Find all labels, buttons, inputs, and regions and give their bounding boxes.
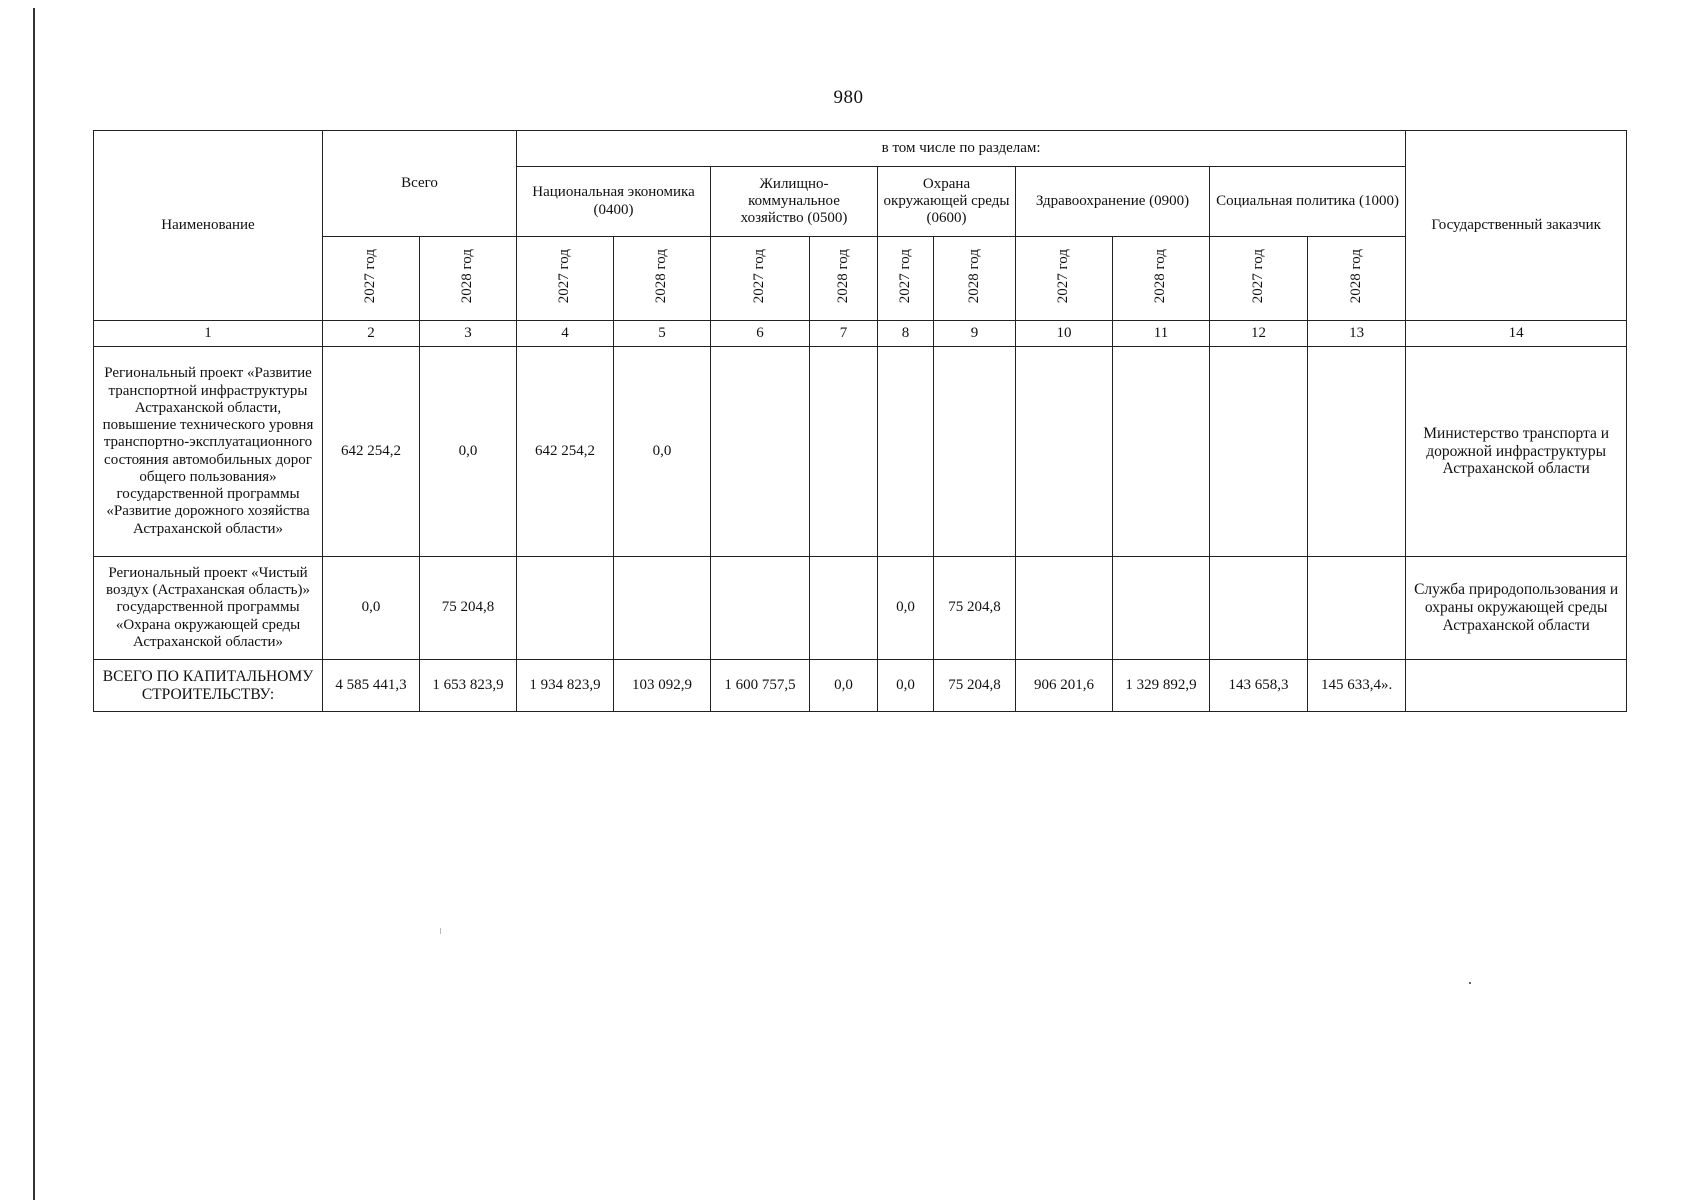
year-label: 2028 год xyxy=(965,248,982,303)
column-number: 10 xyxy=(1016,321,1113,347)
year-label: 2027 год xyxy=(1249,248,1266,303)
value-cell: 75 204,8 xyxy=(934,557,1016,660)
header-year xyxy=(614,237,711,321)
column-number: 8 xyxy=(878,321,934,347)
header-year xyxy=(1113,237,1210,321)
value-cell: 103 092,9 xyxy=(614,660,711,712)
year-label: 2027 год xyxy=(362,248,379,303)
capital-construction-table xyxy=(93,130,1627,712)
value-cell xyxy=(711,347,810,557)
value-cell: 642 254,2 xyxy=(323,347,420,557)
year-label: 2027 год xyxy=(751,248,768,303)
header-section-environment: Охрана окружающей среды (0600) xyxy=(878,167,1016,237)
header-sections: в том числе по разделам: xyxy=(517,131,1406,167)
value-cell xyxy=(1210,557,1308,660)
value-cell: 906 201,6 xyxy=(1016,660,1113,712)
row-name: Региональный проект «Развитие транспортной инфраструктуры Астраханской области, повышение технического уровня транспортно-эксплуатационного состояния автомобильных дорог общего пользования» государственной программы «Развитие дорожного хозяйства Астраханской области» xyxy=(94,347,323,557)
year-label: 2028 год xyxy=(834,248,851,303)
value-cell xyxy=(1308,557,1406,660)
header-year xyxy=(1210,237,1308,321)
table-row xyxy=(94,347,1627,557)
value-cell: 1 600 757,5 xyxy=(711,660,810,712)
value-cell: 75 204,8 xyxy=(934,660,1016,712)
column-number: 9 xyxy=(934,321,1016,347)
header-section-health: Здравоохранение (0900) xyxy=(1016,167,1210,237)
header-section-housing: Жилищно-коммунальное хозяйство (0500) xyxy=(711,167,878,237)
value-cell xyxy=(878,347,934,557)
header-year xyxy=(1016,237,1113,321)
value-cell xyxy=(1113,557,1210,660)
header-section-social: Социальная политика (1000) xyxy=(1210,167,1406,237)
year-label: 2028 год xyxy=(1347,248,1364,303)
value-cell: 143 658,3 xyxy=(1210,660,1308,712)
year-label: 2028 год xyxy=(653,248,670,303)
row-name: ВСЕГО ПО КАПИТАЛЬНОМУ СТРОИТЕЛЬСТВУ: xyxy=(94,660,323,712)
row-name: Региональный проект «Чистый воздух (Астраханская область)» государственной программы «Охрана окружающей среды Астраханской области» xyxy=(94,557,323,660)
value-cell xyxy=(517,557,614,660)
column-number: 5 xyxy=(614,321,711,347)
value-cell xyxy=(810,557,878,660)
table-row-total xyxy=(94,660,1627,712)
year-label: 2027 год xyxy=(896,248,913,303)
column-number: 11 xyxy=(1113,321,1210,347)
value-cell: 642 254,2 xyxy=(517,347,614,557)
header-year xyxy=(323,237,420,321)
header-year xyxy=(420,237,517,321)
header-year xyxy=(878,237,934,321)
value-cell: 0,0 xyxy=(614,347,711,557)
header-name: Наименование xyxy=(94,131,323,321)
value-cell: 0,0 xyxy=(878,660,934,712)
value-cell: 0,0 xyxy=(420,347,517,557)
page-number: 980 xyxy=(833,87,864,108)
scan-speck xyxy=(440,928,441,934)
value-cell xyxy=(1210,347,1308,557)
value-cell: 75 204,8 xyxy=(420,557,517,660)
table-row xyxy=(94,557,1627,660)
value-cell: 1 934 823,9 xyxy=(517,660,614,712)
header-section-economy: Национальная экономика (0400) xyxy=(517,167,711,237)
row-customer xyxy=(1406,660,1627,712)
value-cell xyxy=(711,557,810,660)
year-label: 2028 год xyxy=(459,248,476,303)
value-cell xyxy=(1113,347,1210,557)
value-cell xyxy=(1308,347,1406,557)
row-customer: Министерство транспорта и дорожной инфраструктуры Астраханской области xyxy=(1406,347,1627,557)
year-label: 2027 год xyxy=(1055,248,1072,303)
header-year xyxy=(711,237,810,321)
header-year xyxy=(810,237,878,321)
column-number: 7 xyxy=(810,321,878,347)
value-cell: 145 633,4». xyxy=(1308,660,1406,712)
value-cell xyxy=(1016,557,1113,660)
left-margin-rule xyxy=(33,8,35,1200)
row-customer: Служба природопользования и охраны окружающей среды Астраханской области xyxy=(1406,557,1627,660)
column-number: 2 xyxy=(323,321,420,347)
column-number: 14 xyxy=(1406,321,1627,347)
header-customer: Государственный заказчик xyxy=(1406,131,1627,321)
value-cell xyxy=(934,347,1016,557)
column-number: 12 xyxy=(1210,321,1308,347)
value-cell xyxy=(810,347,878,557)
value-cell: 4 585 441,3 xyxy=(323,660,420,712)
header-year xyxy=(517,237,614,321)
value-cell: 0,0 xyxy=(878,557,934,660)
column-number: 6 xyxy=(711,321,810,347)
value-cell: 1 329 892,9 xyxy=(1113,660,1210,712)
column-number: 13 xyxy=(1308,321,1406,347)
value-cell xyxy=(1016,347,1113,557)
column-number-row xyxy=(94,321,1627,347)
value-cell: 0,0 xyxy=(323,557,420,660)
header-year xyxy=(934,237,1016,321)
year-label: 2027 год xyxy=(556,248,573,303)
column-number: 1 xyxy=(94,321,323,347)
year-label: 2028 год xyxy=(1152,248,1169,303)
column-number: 4 xyxy=(517,321,614,347)
header-total: Всего xyxy=(323,131,517,237)
column-number: 3 xyxy=(420,321,517,347)
value-cell: 0,0 xyxy=(810,660,878,712)
value-cell xyxy=(614,557,711,660)
scan-speck xyxy=(1469,982,1471,984)
header-year xyxy=(1308,237,1406,321)
value-cell: 1 653 823,9 xyxy=(420,660,517,712)
